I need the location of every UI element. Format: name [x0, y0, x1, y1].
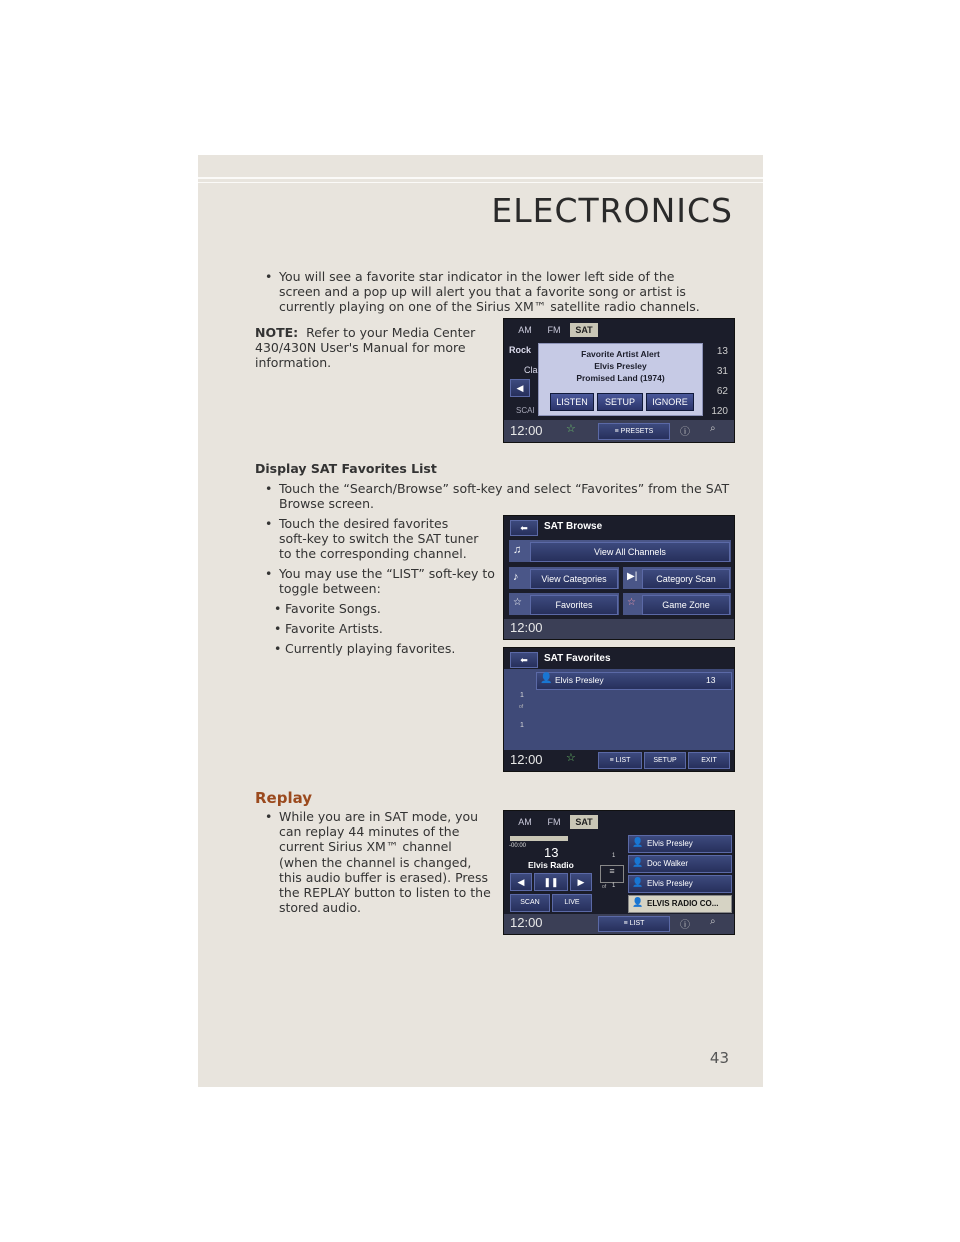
favorite-star-icon: ☆ [566, 423, 576, 435]
display-bullet-2: Touch the desired favorites soft-key to switch the SAT tuner to the corresponding channel. [279, 516, 479, 562]
list-icon: ≡ [609, 757, 616, 764]
clock: 12:00 [510, 620, 543, 635]
sub-item-artists: Favorite Artists. [285, 621, 383, 636]
intro-bullet-text: You will see a favorite star indicator in the lower left side of the screen and a pop up will alert you that a favorite song or artist is currently playing on one of the Sirius XM™ satellite radio channels. [279, 269, 700, 315]
list-item-label: Elvis Presley [647, 839, 693, 848]
clock: 12:00 [510, 915, 543, 930]
tab-am: AM [518, 817, 532, 827]
scan-label: SCAI [516, 406, 535, 415]
sub-item-songs: Favorite Songs. [285, 601, 381, 616]
rewind-button: ◀ [510, 873, 532, 891]
clock: 12:00 [510, 423, 543, 438]
bullet-mark: • [265, 516, 273, 531]
browse-title: SAT Browse [544, 521, 603, 532]
game-zone-icon: ☆ [627, 597, 636, 608]
popup-song: Promised Land (1974) [576, 373, 665, 383]
channel-number: 13 [544, 845, 559, 860]
category-scan-button: Category Scan [642, 569, 730, 589]
title-bar [504, 648, 734, 669]
list-item-label: Doc Walker [647, 859, 689, 868]
preset-31: 31 [716, 366, 728, 377]
exit-button: EXIT [688, 752, 730, 769]
list-icon: ≡ [614, 428, 621, 435]
tab-sat: SAT [570, 815, 598, 829]
section-title: ELECTRONICS [491, 191, 733, 230]
setup-button: SETUP [644, 752, 686, 769]
list-button [598, 752, 642, 769]
favorite-star-icon: ☆ [566, 752, 576, 764]
display-bullet-3: You may use the “LIST” soft-key to toggle between: [279, 566, 495, 597]
search-icon: ⌕ [710, 916, 716, 927]
skip-icon: ▶| [627, 571, 638, 582]
bullet-mark: • [265, 566, 273, 581]
popup-title: Favorite Artist Alert [581, 349, 660, 359]
bullet-mark: • [265, 809, 273, 824]
pause-button: ❚❚ [534, 873, 568, 891]
ignore-button: IGNORE [646, 393, 694, 411]
list-item [628, 835, 732, 853]
tab-am: AM [518, 325, 532, 335]
person-icon: 👤 [632, 877, 644, 887]
counter-of: of [602, 884, 607, 890]
search-icon: ⌕ [710, 423, 716, 434]
replay-bullet: While you are in SAT mode, you can replay 44 minutes of the current Sirius XM™ channel (when the channel is changed, this audio buffer is erased). Press the REPLAY button to listen to the stored audio. [279, 809, 491, 916]
favorites-button: Favorites [530, 595, 618, 615]
sub-item-current: Currently playing favorites. [285, 641, 456, 656]
category-label: Rock [509, 345, 532, 355]
listen-button: LISTEN [550, 393, 594, 411]
sub-bullet-mark: • [274, 601, 282, 616]
info-icon: ⓘ [680, 427, 690, 438]
clock: 12:00 [510, 752, 543, 767]
guitar-icon: ♪ [513, 571, 519, 583]
list-item [628, 855, 732, 873]
display-bullet-1: Touch the “Search/Browse” soft-key and select “Favorites” from the SAT Browse screen. [279, 481, 730, 512]
favorite-alert-popup [538, 343, 703, 416]
counter-bottom: 1 [520, 722, 524, 729]
person-icon: 👤 [632, 837, 644, 847]
view-categories-button: View Categories [530, 569, 618, 589]
counter-top: 1 [520, 692, 524, 699]
page-number: 43 [709, 1049, 729, 1067]
note-label: NOTE: [255, 325, 299, 340]
screen-sat-favorites [503, 647, 735, 772]
sub-bullet-mark: • [274, 641, 282, 656]
header-rule [198, 177, 763, 179]
channels-icon: ♫ [513, 544, 522, 556]
note-text: Refer to your Media Center 430/430N User's Manual for more information. [255, 325, 476, 371]
tab-fm: FM [547, 817, 561, 827]
person-icon: 👤 [540, 673, 553, 684]
channel-name: Elvis Radio [528, 860, 574, 870]
game-zone-button: Game Zone [642, 595, 730, 615]
preset-62: 62 [716, 386, 728, 397]
screen-replay [503, 810, 735, 935]
live-button: LIVE [552, 894, 592, 912]
back-arrow-icon: ⬅ [510, 652, 538, 668]
list-icon: ≡ [623, 920, 630, 927]
counter-of: of [519, 704, 524, 710]
favorite-item-name: Elvis Presley [555, 675, 604, 685]
list-item [628, 875, 732, 893]
manual-page [198, 155, 763, 1087]
counter-bottom: 1 [612, 883, 616, 889]
elapsed-time: -00:00 [509, 843, 527, 849]
scan-button: SCAN [510, 894, 550, 912]
person-icon: 👤 [632, 897, 644, 907]
replay-heading: Replay [255, 789, 313, 807]
list-label: LIST [615, 757, 631, 764]
list-scroll-icon: ≡ [600, 865, 624, 883]
station-label: Cla [524, 365, 538, 375]
note-paragraph [255, 325, 480, 371]
person-icon: 👤 [632, 857, 644, 867]
list-item-selected [628, 895, 732, 913]
favorite-star-icon: ☆ [513, 597, 522, 608]
list-item-label: Elvis Presley [647, 879, 693, 888]
list-label: LIST [629, 920, 645, 927]
display-list-heading: Display SAT Favorites List [255, 461, 437, 476]
info-icon: ⓘ [680, 920, 690, 931]
back-arrow-icon: ⬅ [510, 520, 538, 536]
favorite-item-channel: 13 [706, 675, 716, 685]
presets-label: PRESETS [620, 428, 654, 435]
view-all-button: View All Channels [530, 542, 730, 562]
preset-13: 13 [716, 346, 728, 357]
presets-button [598, 423, 670, 440]
screen-sat-browse [503, 515, 735, 640]
list-button [598, 916, 670, 932]
prev-button: ◀ [510, 379, 530, 397]
tab-sat: SAT [570, 323, 598, 337]
replay-progress-bar [510, 836, 568, 841]
preset-120: 120 [711, 406, 728, 417]
bullet-mark: • [265, 269, 273, 284]
sub-bullet-mark: • [274, 621, 282, 636]
bullet-mark: • [265, 481, 273, 496]
header-rule-thin [198, 182, 763, 183]
setup-button: SETUP [597, 393, 643, 411]
counter-top: 1 [612, 853, 616, 859]
list-item-label: ELVIS RADIO CO... [647, 899, 719, 908]
popup-artist: Elvis Presley [594, 361, 647, 371]
tab-fm: FM [547, 325, 561, 335]
screen-favorite-alert [503, 318, 735, 443]
forward-button: ▶ [570, 873, 592, 891]
favorites-title: SAT Favorites [544, 653, 611, 664]
